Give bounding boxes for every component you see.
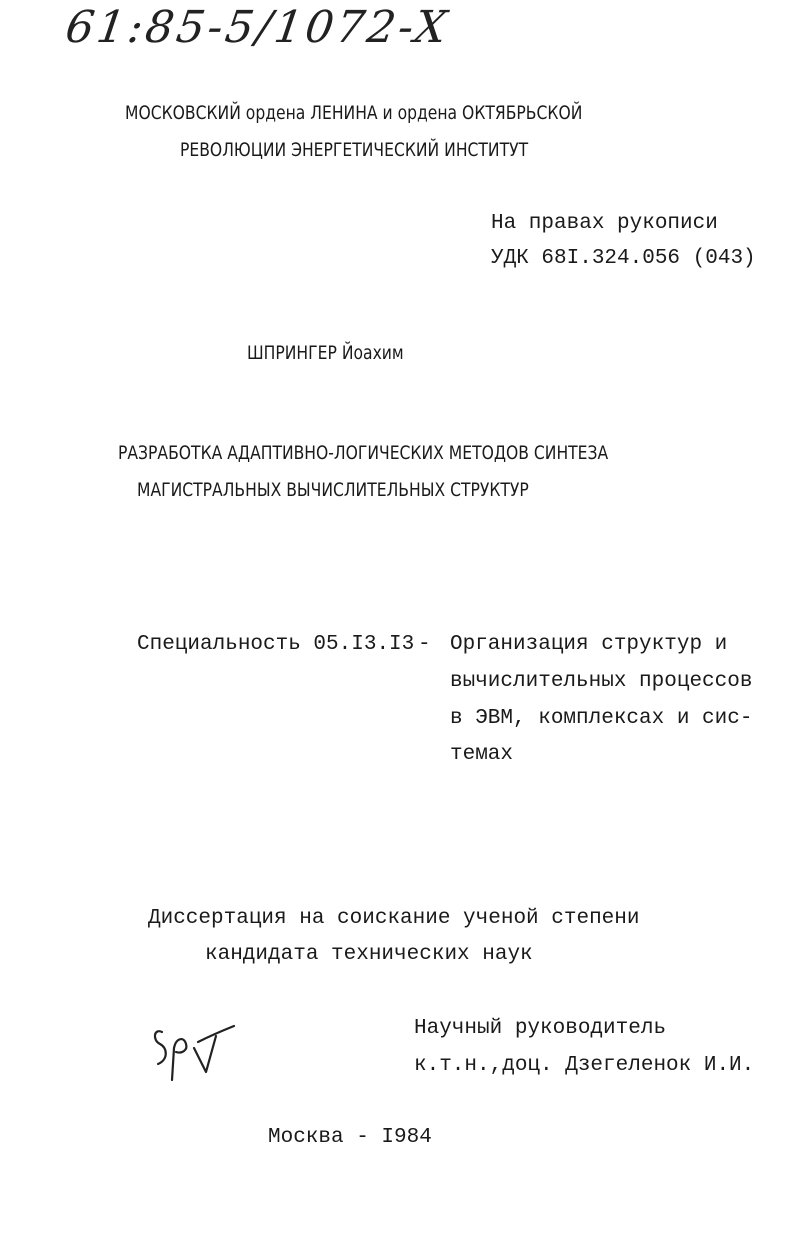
signature-image <box>150 1018 240 1088</box>
specialty-dash: - <box>418 633 431 656</box>
title-line-1: РАЗРАБОТКА АДАПТИВНО-ЛОГИЧЕСКИХ МЕТОДОВ СИНТЕЗА <box>118 442 609 464</box>
author-name: ШПРИНГЕР Йоахим <box>247 342 404 364</box>
udc-code: УДК 68I.324.056 (043) <box>491 247 756 270</box>
supervisor-label: Научный руководитель <box>414 1017 667 1040</box>
specialty-description-line: в ЭВМ, комплексах и сис- <box>450 707 753 730</box>
place-year: Москва - I984 <box>268 1126 432 1149</box>
manuscript-rights: На правах рукописи <box>491 212 718 235</box>
specialty-description-line: темах <box>450 743 514 766</box>
specialty-description-line: Организация структур и <box>450 633 728 656</box>
title-line-2: МАГИСТРАЛЬНЫХ ВЫЧИСЛИТЕЛЬНЫХ СТРУКТУР <box>137 479 529 501</box>
institution-line-2: РЕВОЛЮЦИИ ЭНЕРГЕТИЧЕСКИЙ ИНСТИТУТ <box>180 139 529 161</box>
specialty-label: Специальность 05.I3.I3 <box>137 633 415 656</box>
institution-line-1: МОСКОВСКИЙ ордена ЛЕНИНА и ордена ОКТЯБРЬСКОЙ <box>125 102 583 124</box>
supervisor-name: к.т.н.,доц. Дзегеленок И.И. <box>414 1054 755 1077</box>
specialty-description-line: вычислительных процессов <box>450 670 753 693</box>
dissertation-line-2: кандидата технических наук <box>205 943 533 966</box>
dissertation-line-1: Диссертация на соискание ученой степени <box>148 907 640 930</box>
archive-number: 61:85-5/1072-X <box>62 2 453 53</box>
